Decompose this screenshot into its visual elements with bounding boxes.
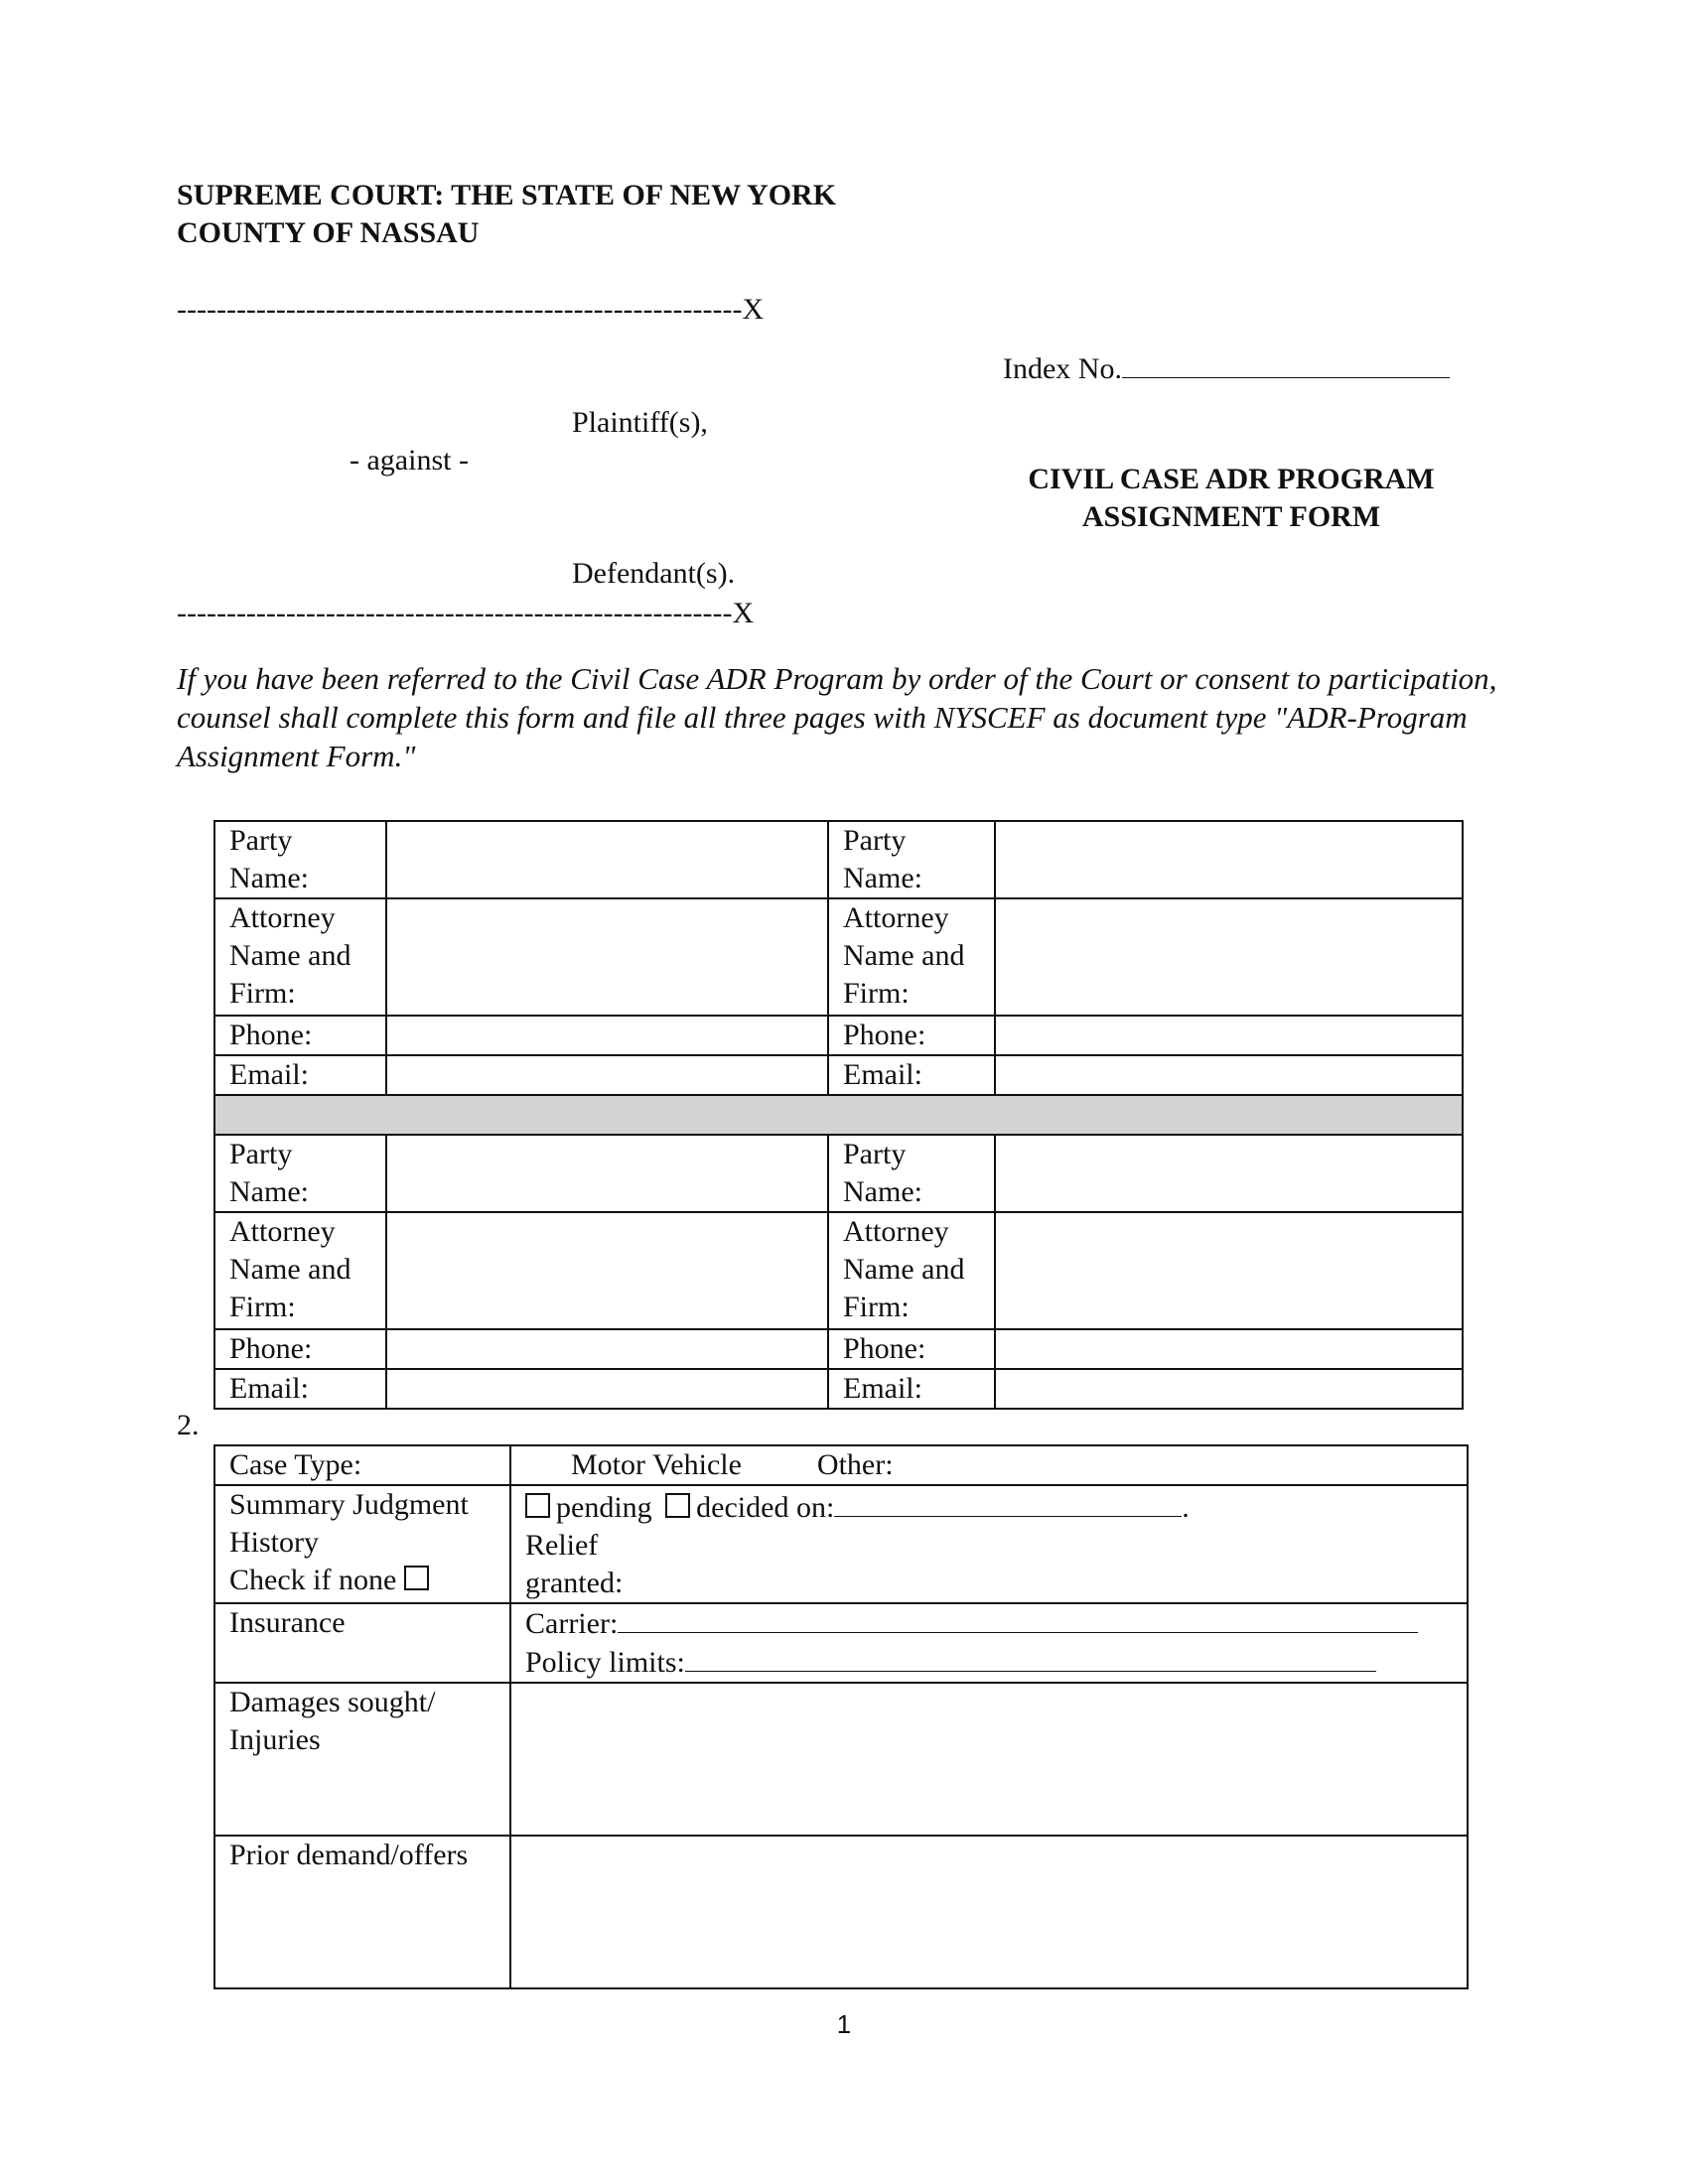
separator-cell: [214, 1095, 1463, 1135]
summary-judgment-history-label: History: [229, 1526, 319, 1559]
insurance-cell: [510, 1603, 1468, 1683]
policy-limits-field: [525, 1643, 1467, 1682]
decided-checkbox[interactable]: [665, 1493, 690, 1518]
party-name-label: Party Name:: [214, 821, 386, 898]
phone-input[interactable]: [386, 1329, 828, 1369]
party-name-input[interactable]: [386, 821, 828, 898]
phone-input[interactable]: [995, 1016, 1463, 1055]
relief-granted-label: Relief granted:: [525, 1529, 624, 1599]
case-type-label: Case Type:: [214, 1445, 510, 1485]
email-label: Email:: [828, 1055, 995, 1095]
table-row: [214, 1016, 1463, 1055]
index-number-label: Index No.: [1003, 352, 1122, 385]
attorney-input[interactable]: [995, 1212, 1463, 1329]
email-input[interactable]: [386, 1055, 828, 1095]
separator-row: [214, 1095, 1463, 1135]
form-title-line-2: ASSIGNMENT FORM: [1081, 500, 1381, 533]
policy-limits-label: Policy limits:: [525, 1646, 685, 1679]
attorney-input[interactable]: [995, 898, 1463, 1016]
index-number-field[interactable]: [1003, 349, 1450, 387]
table-row: [214, 1836, 1468, 1988]
table-row: [214, 898, 1463, 1016]
attorney-label: Attorney Name and Firm:: [828, 1212, 995, 1329]
table-row: [214, 821, 1463, 898]
table-row: [214, 1445, 1468, 1485]
check-if-none-label: Check if none: [229, 1564, 397, 1596]
table-row: [214, 1212, 1463, 1329]
index-number-blank[interactable]: [1122, 349, 1450, 378]
court-name: SUPREME COURT: THE STATE OF NEW YORK: [177, 179, 837, 211]
phone-label: Phone:: [828, 1016, 995, 1055]
decided-on-blank[interactable]: [834, 1488, 1182, 1517]
against-label: - against -: [350, 444, 469, 477]
summary-judgment-label: Summary Judgment: [229, 1488, 469, 1521]
case-info-table: [213, 1444, 1469, 1989]
prior-demand-label: Prior demand/offers: [214, 1836, 510, 1988]
pending-label: pending: [556, 1491, 652, 1524]
phone-label: Phone:: [828, 1329, 995, 1369]
motor-vehicle-option[interactable]: Motor Vehicle: [571, 1448, 742, 1481]
check-if-none-field: [229, 1562, 509, 1599]
prior-demand-input[interactable]: [510, 1836, 1468, 1988]
caption-dash-line-top: ---------------------------------------------------------X: [177, 293, 765, 326]
attorney-label: Attorney Name and Firm:: [214, 1212, 386, 1329]
phone-label: Phone:: [214, 1329, 386, 1369]
attorney-label: Attorney Name and Firm:: [214, 898, 386, 1016]
pending-checkbox[interactable]: [525, 1493, 550, 1518]
carrier-field: [525, 1604, 1467, 1643]
county-name: COUNTY OF NASSAU: [177, 216, 480, 249]
table-row: [214, 1683, 1468, 1836]
damages-sought-label: Damages sought/ Injuries: [214, 1683, 510, 1836]
case-type-options: [510, 1445, 1468, 1485]
summary-judgment-label-cell: [214, 1485, 510, 1603]
damages-sought-input[interactable]: [510, 1683, 1468, 1836]
attorney-input[interactable]: [386, 898, 828, 1016]
check-if-none-checkbox[interactable]: [404, 1566, 429, 1590]
party-name-input[interactable]: [386, 1135, 828, 1212]
phone-input[interactable]: [995, 1329, 1463, 1369]
phone-input[interactable]: [386, 1016, 828, 1055]
party-name-input[interactable]: [995, 1135, 1463, 1212]
page-number: 1: [836, 2009, 852, 2039]
party-name-label: Party Name:: [828, 1135, 995, 1212]
table-row: [214, 1135, 1463, 1212]
party-attorney-table: [213, 820, 1464, 1410]
insurance-label: Insurance: [214, 1603, 510, 1683]
email-label: Email:: [214, 1055, 386, 1095]
table-row: [214, 1603, 1468, 1683]
phone-label: Phone:: [214, 1016, 386, 1055]
section-number: 2.: [177, 1409, 200, 1441]
policy-limits-blank[interactable]: [685, 1643, 1376, 1672]
email-input[interactable]: [995, 1055, 1463, 1095]
email-input[interactable]: [995, 1369, 1463, 1409]
summary-judgment-status-line: pending decided on: .: [525, 1488, 1467, 1527]
party-name-label: Party Name:: [214, 1135, 386, 1212]
table-row: [214, 1485, 1468, 1603]
attorney-input[interactable]: [386, 1212, 828, 1329]
email-input[interactable]: [386, 1369, 828, 1409]
other-option[interactable]: Other:: [816, 1448, 894, 1481]
table-row: [214, 1369, 1463, 1409]
party-name-input[interactable]: [995, 821, 1463, 898]
caption-dash-line-bottom: --------------------------------------------------------X: [177, 597, 755, 629]
defendant-label: Defendant(s).: [572, 557, 736, 590]
carrier-label: Carrier:: [525, 1607, 619, 1640]
party-name-label: Party Name:: [828, 821, 995, 898]
email-label: Email:: [214, 1369, 386, 1409]
decided-on-label: decided on:: [696, 1491, 835, 1524]
summary-judgment-status-cell: [510, 1485, 1468, 1603]
carrier-blank[interactable]: [618, 1604, 1418, 1633]
table-row: [214, 1055, 1463, 1095]
table-row: [214, 1329, 1463, 1369]
attorney-label: Attorney Name and Firm:: [828, 898, 995, 1016]
email-label: Email:: [828, 1369, 995, 1409]
instructions-text: If you have been referred to the Civil Case ADR Program by order of the Court or consent to participation, counsel shall complete this form and file all three pages with NYSCEF as document type "ADR-Program Assignment Form.": [177, 661, 1497, 773]
plaintiff-label: Plaintiff(s),: [572, 406, 708, 439]
form-title-line-1: CIVIL CASE ADR PROGRAM: [1028, 463, 1435, 495]
